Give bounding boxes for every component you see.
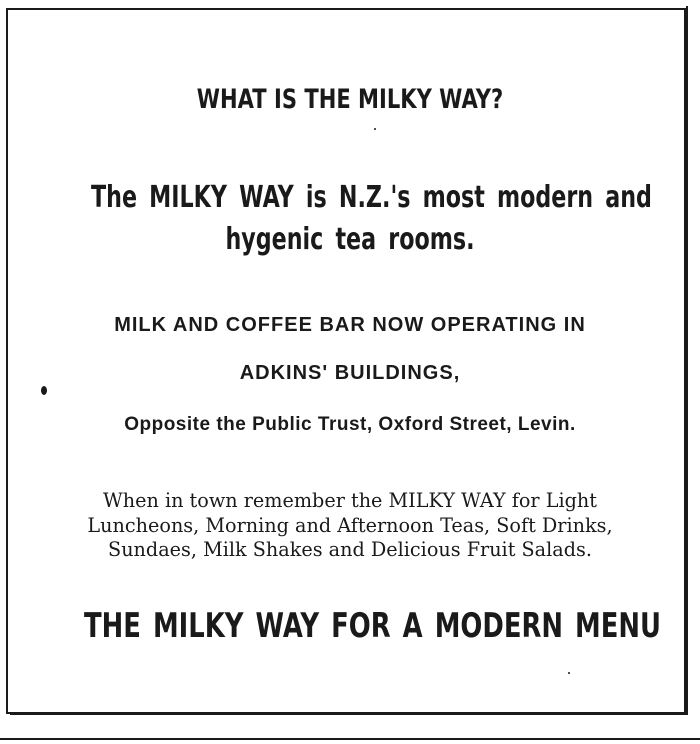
footer-slogan: THE MILKY WAY FOR A MODERN MENU	[84, 606, 662, 646]
lead-line-2: hygenic tea rooms.	[225, 222, 475, 257]
print-speck	[568, 672, 570, 674]
body-line-2: Luncheons, Morning and Afternoon Teas, Soft Drinks,	[87, 513, 613, 537]
column-rule	[0, 738, 700, 740]
body-line-1: When in town remember the MILKY WAY for Light	[103, 488, 597, 512]
lead-line-1: The MILKY WAY is N.Z.'s most modern and	[91, 180, 652, 215]
print-speck	[374, 128, 376, 130]
announcement-line-2: ADKINS' BUILDINGS,	[239, 362, 461, 384]
headline: WHAT IS THE MILKY WAY?	[196, 84, 504, 115]
body-line-3: Sundaes, Milk Shakes and Delicious Fruit Salads.	[108, 537, 592, 561]
print-speck	[41, 386, 47, 395]
address-line: Opposite the Public Trust, Oxford Street, Levin.	[124, 414, 576, 435]
announcement-line-1: MILK AND COFFEE BAR NOW OPERATING IN	[114, 314, 586, 336]
